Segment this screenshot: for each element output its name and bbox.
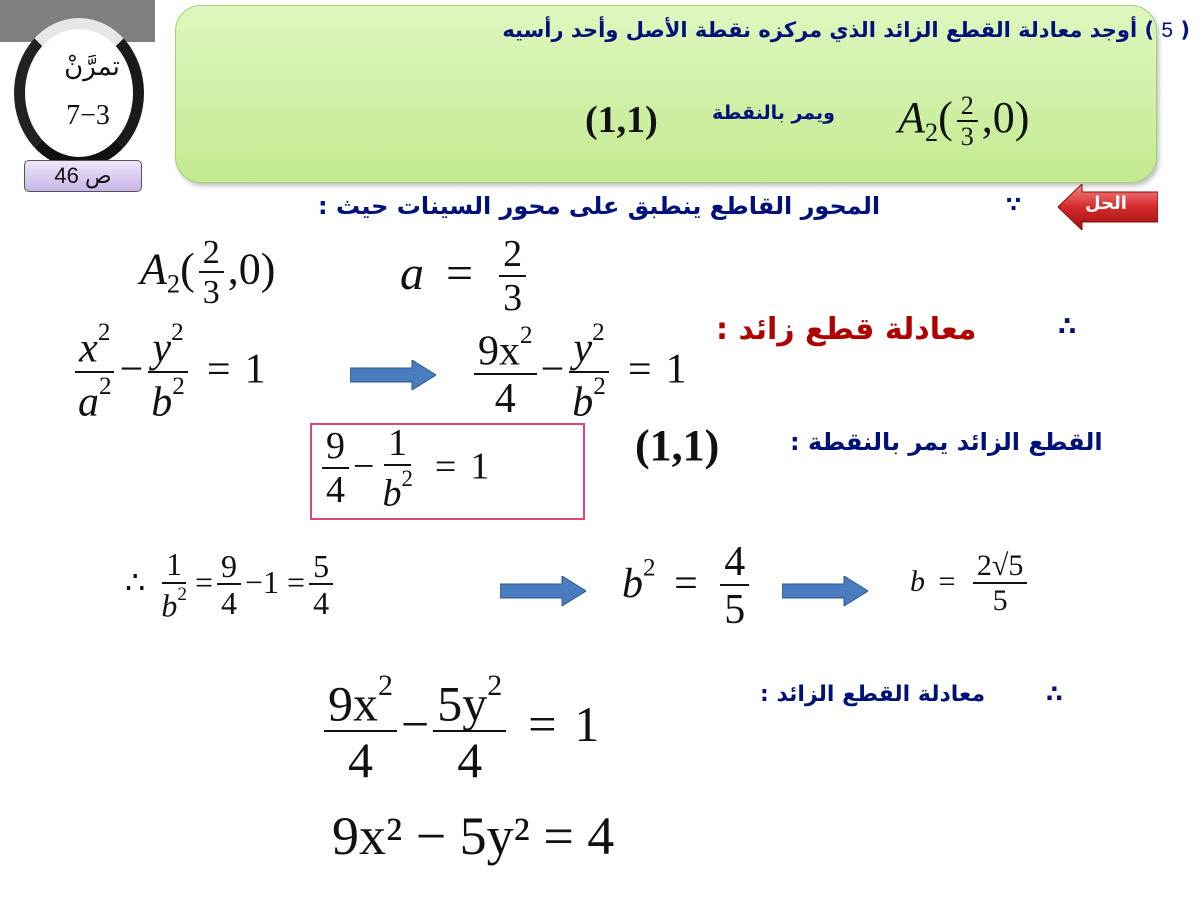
arrow-right-1 (350, 360, 436, 390)
vertex-a2: $A_2$( $\frac{2}{3}$ ,0) (140, 234, 276, 311)
therefore-symbol-2: ∴ (1046, 680, 1063, 708)
substituted-equation: $\frac{9x^2}{4}$ − $\frac{y^2}{b^2}$ = 1 (470, 320, 687, 426)
vertex-a2-fraction: $\frac{2}{3}$ (199, 235, 224, 312)
y-over-b-2: $\frac{y^2}{b^2}$ (568, 320, 610, 426)
b-result: b = $\frac{2√5}{5}$ (910, 550, 1031, 618)
step-one-over-b-sq: $\frac{1}{b^2}$ (161, 546, 187, 623)
axis-statement: المحور القاطع ينطبق على محور السينات حيث : (318, 192, 881, 220)
page-number-tag: ص 46 (24, 160, 142, 192)
arrow-right-3 (782, 576, 868, 606)
final-equation: $\frac{9x^2}{4}$ − $\frac{5y^2}{4}$ = 1 (320, 670, 599, 790)
therefore-symbol-1: ∴ (1058, 312, 1077, 342)
question-statement: أوجد معادلة القطع الزائد الذي مركزه نقطة الأصل وأحد رأسيه (502, 18, 1138, 42)
solution-tag-label: الحل (1085, 193, 1127, 214)
vertex-y: ,0) (981, 93, 1030, 142)
four-over-five: $\frac{4}{5}$ (720, 540, 749, 634)
two-root-five-over-five: $\frac{2√5}{5}$ (973, 550, 1027, 618)
b-squared-result: $b^2$ = $\frac{4}{5}$ (622, 540, 753, 634)
question-passes-label: ويمر بالنقطة (712, 102, 835, 124)
nine-x-over-four: $\frac{9x^2}{4}$ (474, 323, 537, 424)
since-symbol: ∵ (1006, 193, 1022, 218)
question-point: (1,1) (585, 99, 658, 141)
a-value-fraction: $\frac{2}{3}$ (499, 235, 526, 321)
question-number: 5 (1161, 19, 1174, 42)
boxed-equation: $\frac{9}{4}$ − $\frac{1}{b^2}$ = 1 (318, 424, 489, 516)
vertex-subscript: 2 (924, 117, 939, 148)
solve-step: ∴ $\frac{1}{b^2}$ = $\frac{9}{4}$ −1 = $\frac{5}{4}$ (125, 548, 337, 624)
equation-heading: معادلة قطع زائد : (716, 312, 977, 347)
final-nine-x-over-four: $\frac{9x^2}{4}$ (324, 670, 397, 790)
one-over-b-sq: $\frac{1}{b^2}$ (382, 422, 413, 515)
x-over-a: $\frac{x^2}{a^2}$ (74, 320, 116, 426)
vertex-letter: A (898, 93, 925, 142)
exercise-badge-number: 7−3 (66, 100, 110, 131)
step-nine-over-four: $\frac{9}{4}$ (217, 550, 241, 622)
vertex-fraction: $\frac{2}{3}$ (957, 92, 978, 151)
exercise-badge-ring (14, 18, 144, 168)
exercise-badge-title: تمرَّنْ (64, 52, 120, 81)
point-one-one: (1,1) (635, 421, 720, 470)
nine-over-four: $\frac{9}{4}$ (322, 427, 349, 513)
final-five-y-over-four: $\frac{5y^2}{4}$ (433, 670, 506, 790)
step-five-over-four: $\frac{5}{4}$ (309, 550, 333, 622)
y-over-b: $\frac{y^2}{b^2}$ (147, 320, 189, 426)
a-value: a = $\frac{2}{3}$ (400, 235, 530, 321)
arrow-right-2 (500, 576, 586, 606)
final-simplified-equation: 9x² − 5y² = 4 (332, 806, 615, 866)
question-text: ( 5 ) أوجد معادلة القطع الزائد الذي مركزه نقطة الأصل وأحد رأسيه (502, 18, 1190, 42)
open-paren: ( (938, 93, 953, 142)
general-equation: $\frac{x^2}{a^2}$ − $\frac{y^2}{b^2}$ = 1 (70, 320, 266, 426)
final-heading: معادلة القطع الزائد : (760, 682, 986, 707)
question-vertex (898, 92, 1029, 152)
passes-statement: القطع الزائد يمر بالنقطة : (790, 428, 1103, 456)
